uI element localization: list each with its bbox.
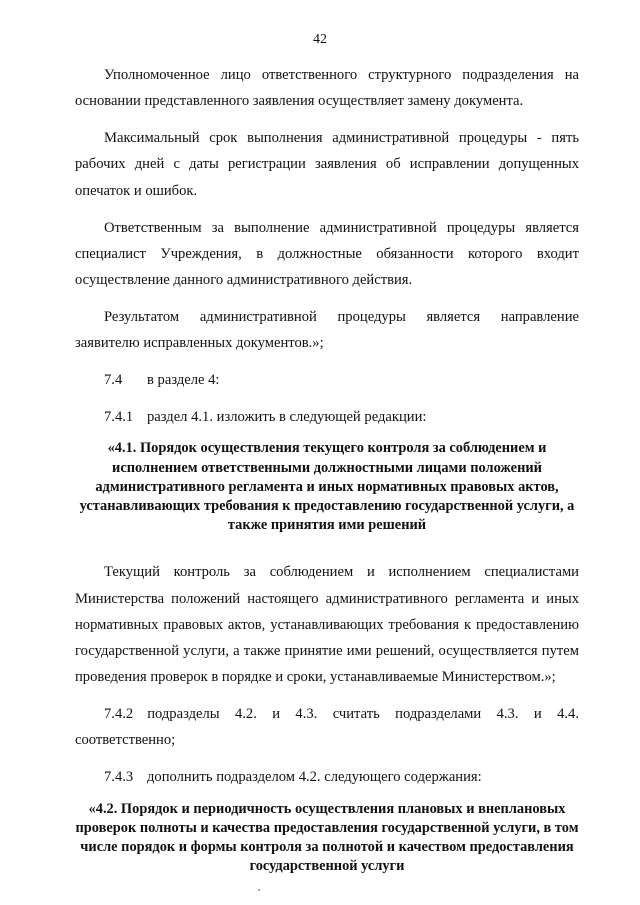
- item-text: дополнить подразделом 4.2. следующего содержания:: [147, 769, 482, 786]
- section-heading-4-1: «4.1. Порядок осуществления текущего контроля за соблюдением и исполнением ответственными должностными лицами положений административного регламента и иных нормативных правовых актов, устанавливающих требования к предоставлению государственной услуги, а также принятия ими решений: [79, 440, 575, 534]
- item-number: 7.4.2: [104, 706, 134, 723]
- paragraph-result: Результатом административной процедуры является направление заявителю исправленных документов.»;: [75, 309, 579, 352]
- scan-speck: [258, 889, 260, 891]
- paragraph-replacement: Уполномоченное лицо ответственного структурного подразделения на основании представленного заявления осуществляет замену документа.: [75, 67, 579, 110]
- item-text: раздел 4.1. изложить в следующей редакции:: [147, 409, 427, 426]
- item-7-4: [75, 367, 579, 393]
- page-number: 42: [313, 32, 327, 47]
- item-number: 7.4.1: [104, 409, 134, 426]
- document-body: [75, 62, 579, 876]
- item-number: 7.4.3: [104, 769, 134, 786]
- item-text: в разделе 4:: [147, 372, 220, 389]
- paragraph-responsible: Ответственным за выполнение административной процедуры является специалист Учреждения, в должностные обязанности которого входит осуществление данного административного действия.: [75, 219, 579, 289]
- item-7-4-3: [75, 764, 579, 790]
- item-7-4-2: [75, 701, 579, 753]
- section-heading-4-2: «4.2. Порядок и периодичность осуществления плановых и внеплановых проверок полноты и качества предоставления государственной услуги, в том числе порядок и формы контроля за полнотой и качеством предоставления государственной услуги: [75, 800, 579, 875]
- paragraph-deadline: Максимальный срок выполнения административной процедуры - пять рабочих дней с даты регистрации заявления об исправлении допущенных опечаток и ошибок.: [75, 130, 579, 199]
- item-number: 7.4: [104, 372, 123, 389]
- item-7-4-1: [75, 404, 579, 430]
- paragraph-current-control: Текущий контроль за соблюдением и исполнением специалистами Министерства положений настоящего административного регламента и иных нормативных правовых актов, устанавливающих требования к предоставлению государственной услуги, а также принятие ими решений, осуществляется путем проведения проверок в порядке и сроки, устанавливаемые Министерством.»;: [75, 564, 579, 686]
- item-text: подразделы 4.2. и 4.3. считать подразделами 4.3. и 4.4. соответственно;: [75, 706, 579, 749]
